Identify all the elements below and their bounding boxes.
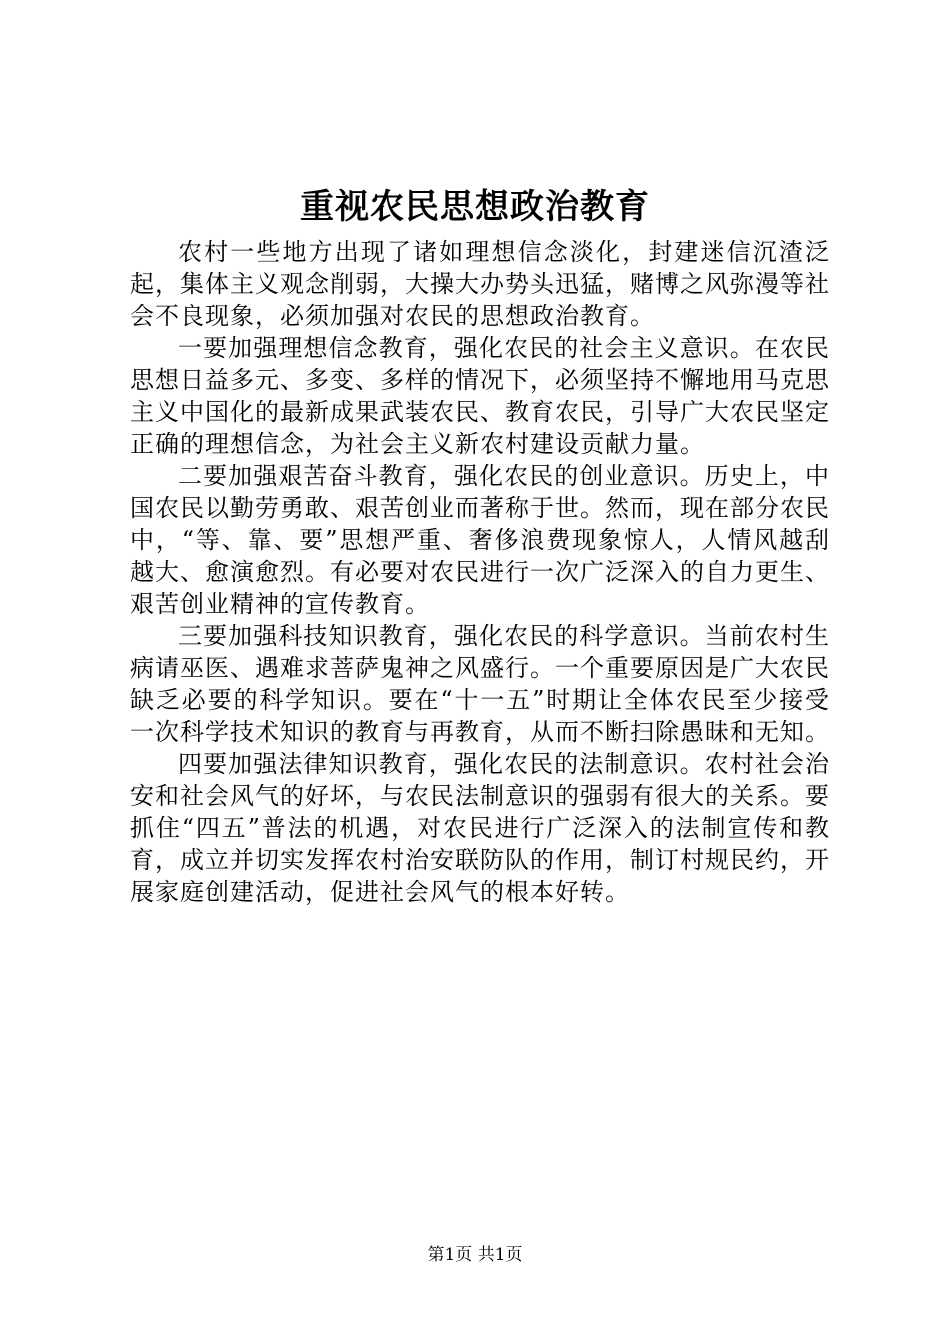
page-footer: 第1页 共1页 bbox=[427, 1245, 523, 1265]
paragraph-science: 三要加强科技知识教育，强化农民的科学意识。当前农村生病请巫医、遇难求菩萨鬼神之风盛行。一个重要原因是广大农民缺乏必要的科学知识。要在“十一五”时期让全体农民至少接受一次科学技术知识的教育与再教育，从而不断扫除愚昧和无知。 bbox=[130, 622, 830, 746]
document-body bbox=[130, 236, 830, 908]
paragraph-intro: 农村一些地方出现了诸如理想信念淡化，封建迷信沉渣泛起，集体主义观念削弱，大操大办势头迅猛，赌博之风弥漫等社会不良现象，必须加强对农民的思想政治教育。 bbox=[130, 238, 830, 330]
paragraph-law: 四要加强法律知识教育，强化农民的法制意识。农村社会治安和社会风气的好坏，与农民法制意识的强弱有很大的关系。要抓住“四五”普法的机遇，对农民进行广泛深入的法制宣传和教育，成立并切实发挥农村治安联防队的作用，制订村规民约，开展家庭创建活动，促进社会风气的根本好转。 bbox=[130, 750, 830, 906]
page-title: 重视农民思想政治教育 bbox=[300, 187, 650, 227]
paragraph-hard-work: 二要加强艰苦奋斗教育，强化农民的创业意识。历史上，中国农民以勤劳勇敢、艰苦创业而著称于世。然而，现在部分农民中，“等、靠、要”思想严重、奢侈浪费现象惊人，人情风越刮越大、愈演愈烈。有必要对农民进行一次广泛深入的自力更生、艰苦创业精神的宣传教育。 bbox=[130, 462, 830, 618]
paragraph-ideals: 一要加强理想信念教育，强化农民的社会主义意识。在农民思想日益多元、多变、多样的情况下，必须坚持不懈地用马克思主义中国化的最新成果武装农民、教育农民，引导广大农民坚定正确的理想信念，为社会主义新农村建设贡献力量。 bbox=[130, 334, 830, 458]
